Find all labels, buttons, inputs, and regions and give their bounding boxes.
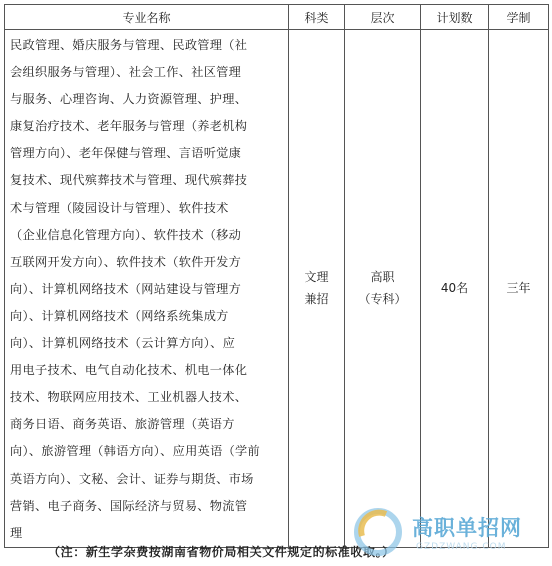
header-quota: 计划数 — [421, 5, 489, 30]
category-line: 兼招 — [304, 292, 329, 307]
major-line: 向）、计算机网络技术（云计算方向）、应 — [10, 336, 236, 351]
major-line: 营销、电子商务、国际经济与贸易、物流管 — [10, 498, 248, 513]
major-line: 技术、物联网应用技术、工业机器人技术、 — [10, 390, 248, 405]
table-row — [5, 30, 549, 548]
header-category: 科类 — [289, 5, 345, 30]
header-level: 层次 — [345, 5, 421, 30]
major-line: 与服务、心理咨询、人力资源管理、护理、 — [10, 92, 248, 107]
watermark-logo-icon — [352, 506, 408, 558]
level-line: （专科） — [358, 292, 407, 307]
site-watermark — [352, 502, 548, 562]
table-header-row — [5, 5, 549, 30]
major-line: 管理方向）、老年保健与管理、言语听觉康 — [10, 146, 242, 161]
quota-cell: 40名 — [421, 30, 489, 548]
category-line: 文理 — [304, 270, 329, 285]
major-list-cell — [5, 30, 289, 548]
major-line: 民政管理、婚庆服务与管理、民政管理（社 — [10, 38, 248, 52]
major-line: 理 — [10, 525, 23, 540]
major-line: 术与管理（陵园设计与管理）、软件技术 — [10, 200, 229, 215]
major-line: 向）、计算机网络技术（网站建设与管理方 — [10, 281, 242, 296]
major-line: 向）、计算机网络技术（网络系统集成方 — [10, 308, 229, 323]
watermark-text: 高职单招网 — [412, 516, 522, 540]
header-duration: 学制 — [489, 5, 549, 30]
major-line: 向）、旅游管理（韩语方向）、应用英语（学前 — [10, 444, 261, 459]
duration-cell: 三年 — [489, 30, 549, 548]
level-cell — [345, 30, 421, 548]
major-line: 复技术、现代殡葬技术与管理、现代殡葬技 — [10, 173, 248, 188]
major-line: 会组织服务与管理）、社会工作、社区管理 — [10, 65, 242, 80]
major-line: 用电子技术、电气自动化技术、机电一体化 — [10, 363, 248, 378]
enrollment-table — [4, 4, 549, 548]
category-cell — [289, 30, 345, 548]
level-line: 高职 — [370, 270, 395, 285]
header-major: 专业名称 — [5, 5, 289, 30]
watermark-url: GZDZWANG.COM — [416, 542, 507, 552]
major-line: （企业信息化管理方向）、软件技术（移动 — [10, 227, 242, 242]
major-line: 商务日语、商务英语、旅游管理（英语方 — [10, 417, 235, 432]
major-line: 康复治疗技术、老年服务与管理（养老机构 — [10, 119, 248, 134]
major-line: 互联网开发方向）、软件技术（软件开发方 — [10, 254, 242, 269]
major-line: 英语方向）、文秘、会计、证券与期货、市场 — [10, 471, 254, 486]
fee-footnote: （注：新生学杂费按湖南省物价局相关文件规定的标准收取。） — [48, 545, 395, 559]
